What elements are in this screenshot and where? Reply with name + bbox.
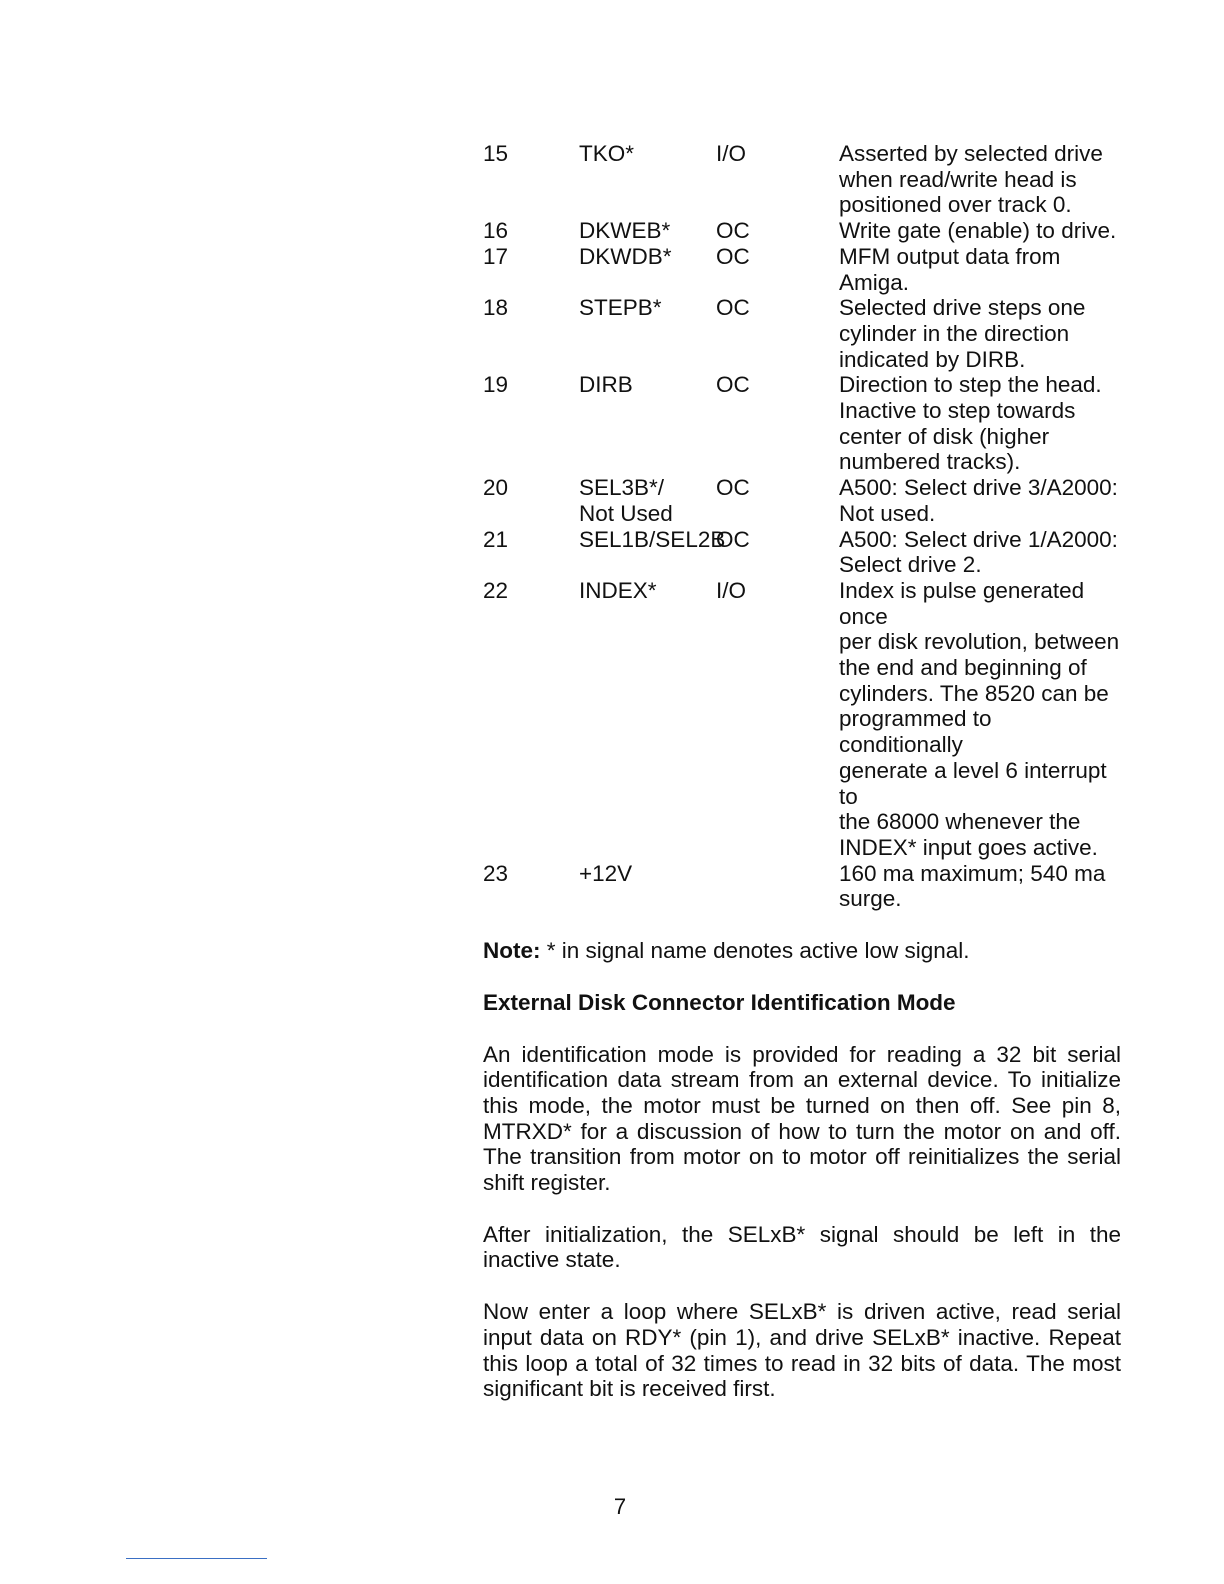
body-paragraph: After initialization, the SELxB* signal should be left in the inactive state. (483, 1221, 1121, 1273)
section-heading: External Disk Connector Identification Mode (483, 989, 956, 1015)
pin-number: 16 (483, 218, 509, 244)
signal-name: DKWDB* (579, 243, 672, 269)
table-row (483, 527, 1121, 578)
signal-name: STEPB* (579, 295, 662, 321)
page-number: 7 (613, 1494, 627, 1519)
signal-name: DKWEB* (579, 218, 671, 244)
signal-description: A500: Select drive 3/A2000: Not used. (839, 475, 1118, 526)
signal-direction: OC (716, 295, 750, 321)
page-content (483, 141, 1121, 1402)
signal-description: Selected drive steps one cylinder in the direction indicated by DIRB. (839, 295, 1086, 372)
table-row (483, 578, 1121, 861)
signal-description: Direction to step the head. Inactive to step towards center of disk (higher numbered tracks). (839, 372, 1102, 475)
signal-direction: OC (716, 475, 750, 501)
signal-name: SEL1B/SEL2B (579, 526, 726, 552)
pin-number: 22 (483, 577, 509, 603)
signal-direction: OC (716, 243, 750, 269)
signal-name: DIRB (579, 372, 633, 398)
note-paragraph (483, 938, 1121, 964)
signal-description: A500: Select drive 1/A2000: Select drive 2. (839, 526, 1118, 578)
signal-direction: OC (716, 526, 750, 552)
table-row (483, 861, 1121, 912)
note-label: Note: (483, 938, 541, 964)
pin-number: 20 (483, 475, 509, 501)
pin-number: 19 (483, 372, 509, 398)
signal-direction: I/O (716, 141, 747, 166)
pin-number: 17 (483, 243, 509, 269)
body-paragraph: An identification mode is provided for reading a 32 bit serial identification data stream from an external device. To initialize this mode, the motor must be turned on then off. See pin 8, MTRXD* for a discussion of how to turn the motor on and off. The transition from motor on to motor off reinitializes the serial shift register. (483, 1041, 1121, 1196)
signal-name: TKO* (579, 141, 635, 166)
table-row (483, 295, 1121, 372)
signal-description: 160 ma maximum; 540 ma surge. (839, 860, 1106, 912)
pin-assignment-table (483, 141, 1121, 912)
table-row (483, 244, 1121, 295)
pin-number: 21 (483, 526, 509, 552)
table-row (483, 475, 1121, 526)
signal-name: +12V (579, 860, 633, 886)
signal-name: INDEX* (579, 577, 657, 603)
pin-number: 18 (483, 295, 509, 321)
pin-number: 15 (483, 141, 509, 166)
signal-description: Write gate (enable) to drive. (839, 218, 1117, 244)
signal-name: SEL3B*/ Not Used (579, 475, 673, 526)
footer-rule (126, 1558, 267, 1559)
body-paragraph: Now enter a loop where SELxB* is driven active, read serial input data on RDY* (pin 1), and drive SELxB* inactive. Repeat this loop a total of 32 times to read in 32 bits of data. The most significant bit is received first. (483, 1299, 1121, 1402)
table-row (483, 141, 1121, 218)
signal-description: Index is pulse generated once per disk revolution, between the end and beginning of cylinders. The 8520 can be programmed to conditionally generate a level 6 interrupt to the 68000 whenever the INDEX* input goes active. (839, 577, 1120, 860)
signal-direction: OC (716, 372, 750, 398)
note-text: * in signal name denotes active low signal. (540, 938, 970, 964)
signal-direction: OC (716, 218, 750, 244)
table-row (483, 218, 1121, 244)
signal-description: MFM output data from Amiga. (839, 243, 1061, 295)
table-row (483, 372, 1121, 475)
signal-direction: I/O (716, 577, 747, 603)
pin-number: 23 (483, 860, 509, 886)
signal-description: Asserted by selected drive when read/write head is positioned over track 0. (839, 141, 1103, 218)
